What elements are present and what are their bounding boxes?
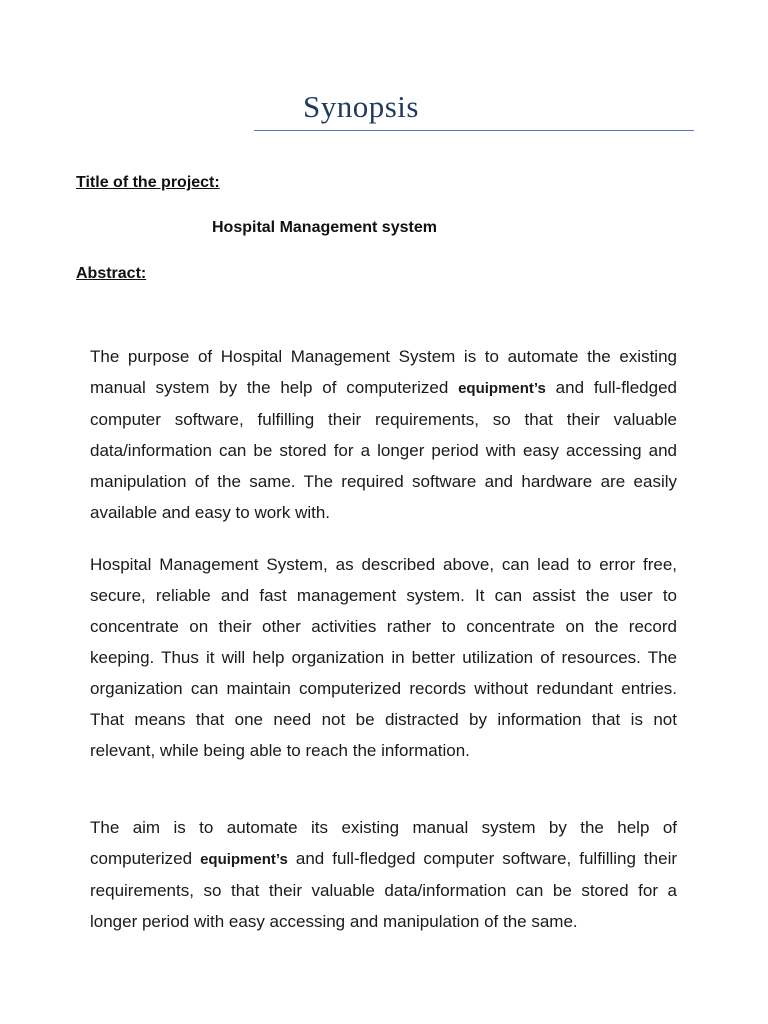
paragraph-1-text-end: and full-fledged computer software, fulfilling their requirements, so that their valuable data/information can be stored for a longer period with easy accessing and manipulation of the same. The required software and hardware are easily available and easy to work with. [90, 378, 677, 522]
abstract-paragraph-1 [90, 341, 677, 528]
paragraph-1-text-start: The purpose of Hospital Management System is to automate the existing manual system by the help of computerized [90, 347, 677, 397]
abstract-paragraph-2: Hospital Management System, as described above, can lead to error free, secure, reliable and fast management system. It can assist the user to concentrate on their other activities rather to concentrate on the record keeping. Thus it will help organization in better utilization of resources. The organization can maintain computerized records without redundant entries. That means that one need not be distracted by information that is not relevant, while being able to reach the information. [90, 555, 677, 760]
paragraph-3-emphasis: equipment’s [200, 851, 288, 868]
project-name: Hospital Management system [212, 219, 437, 236]
abstract-heading: Abstract: [76, 265, 147, 282]
project-title-heading: Title of the project: [76, 174, 220, 191]
title-underline-rule [254, 130, 694, 131]
paragraph-3-text-start: The aim is to automate its existing manual system by the help of computerized [90, 818, 677, 868]
document-title: Synopsis [303, 89, 419, 124]
paragraph-3-text-end: and full-fledged computer software, fulfilling their requirements, so that their valuable data/information can be stored for a longer period with easy accessing and manipulation of the same. [90, 849, 678, 931]
abstract-paragraph-3 [90, 812, 677, 937]
paragraph-1-emphasis: equipment’s [458, 380, 546, 397]
